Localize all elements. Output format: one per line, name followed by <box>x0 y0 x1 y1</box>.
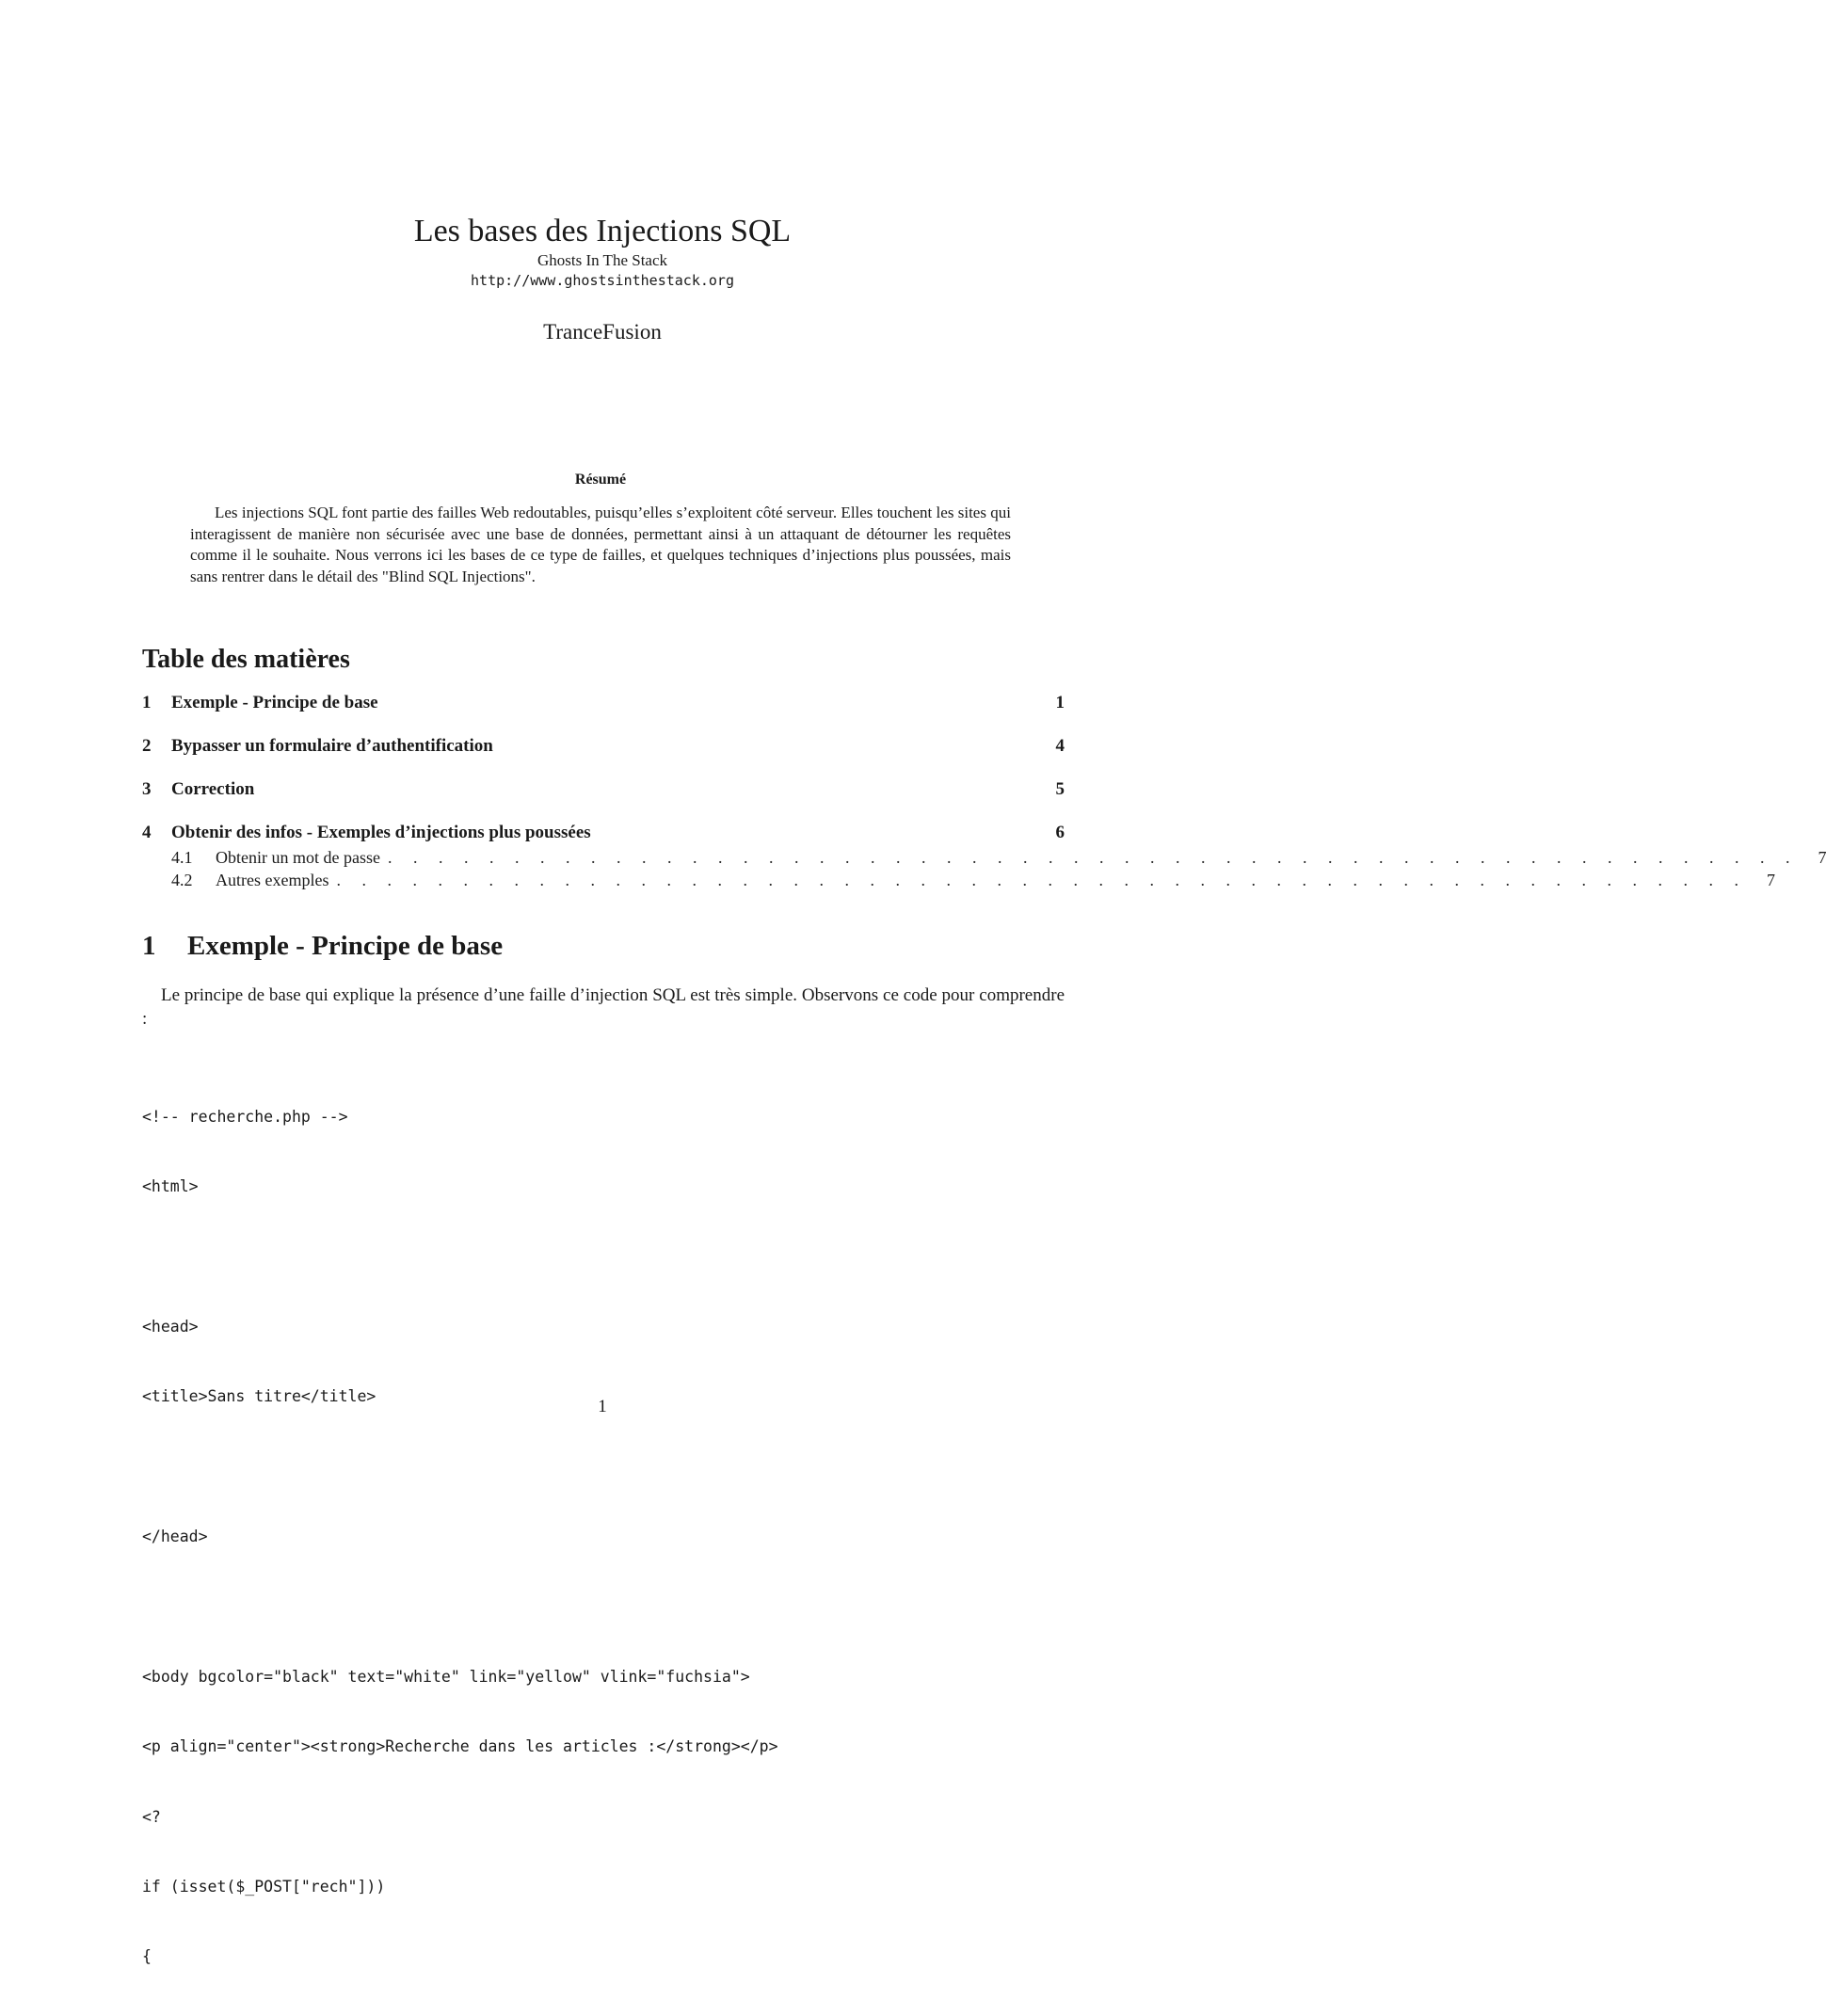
section-heading <box>142 929 1065 963</box>
table-of-contents <box>142 644 1826 891</box>
code-line <box>142 1245 1065 1269</box>
author-name: TranceFusion <box>543 320 662 344</box>
toc-entry-label: Obtenir des infos - Exemples d’injections plus poussées <box>171 823 591 842</box>
abstract <box>190 471 1011 587</box>
toc-entry-page: 6 <box>1055 823 1065 842</box>
code-line: <p align="center"><strong>Recherche dans les articles :</strong></p> <box>142 1737 778 1756</box>
toc-subentry-label: Autres exemples <box>216 871 329 889</box>
abstract-text: Les injections SQL font partie des failles Web redoutables, puisqu’elles s’exploitent côté serveur. Elles touchent les sites qui interagissent de manière non sécurisée avec une base de données, permettant ainsi à un attaquant de détourner les requêtes comme il le souhaite. Nous verrons ici les bases de ce type de failles, et quelques techniques d’injections plus poussées, mais sans rentrer dans le détail des "Blind SQL Injections". <box>190 504 1011 585</box>
section-title: Exemple - Principe de base <box>187 931 504 961</box>
toc-entry-number: 3 <box>142 779 152 799</box>
section-1 <box>142 929 1065 2016</box>
toc-entry-label: Correction <box>171 779 255 799</box>
toc-entry[interactable] <box>142 693 1065 713</box>
toc-heading: Table des matières <box>142 645 350 674</box>
toc-entry[interactable] <box>142 823 1065 843</box>
toc-subentry-label: Obtenir un mot de passe <box>216 848 380 867</box>
code-line: <title>Sans titre</title> <box>142 1387 376 1406</box>
toc-leader-dots: . . . . . . . . . . . . . . . . . . . . . . . . . . . . . . . . . . . . . . . . . . . . . . . . . . . . . . . . <box>336 871 1747 889</box>
code-line: </head> <box>142 1527 208 1545</box>
code-line: <body bgcolor="black" text="white" link="yellow" vlink="fuchsia"> <box>142 1667 750 1686</box>
document-title: Les bases des Injections SQL <box>413 214 792 248</box>
toc-entry-page: 4 <box>1055 736 1065 756</box>
toc-entry-number: 2 <box>142 736 152 756</box>
code-line: if (isset($_POST["rech"])) <box>142 1877 386 1896</box>
toc-subentry[interactable] <box>142 846 1826 869</box>
code-line: <head> <box>142 1317 199 1336</box>
toc-entry-label: Exemple - Principe de base <box>171 693 378 712</box>
toc-subentry-page: 7 <box>1766 871 1775 889</box>
toc-entry-page: 5 <box>1055 779 1065 799</box>
code-line <box>142 1456 1065 1480</box>
toc-entry[interactable] <box>142 736 1065 757</box>
section-number: 1 <box>142 931 156 961</box>
toc-subentry-page: 7 <box>1818 848 1826 867</box>
code-line: <!-- recherche.php --> <box>142 1107 348 1126</box>
page-number: 1 <box>598 1397 607 1416</box>
code-line: <html> <box>142 1176 199 1195</box>
toc-subentry-number: 4.2 <box>171 871 193 889</box>
code-line: { <box>142 1947 152 1966</box>
code-line <box>142 1595 1065 1619</box>
organization-name: Ghosts In The Stack <box>537 251 668 269</box>
toc-entry-number: 4 <box>142 823 152 842</box>
title-block <box>0 213 1205 345</box>
toc-entry[interactable] <box>142 779 1065 800</box>
code-listing <box>142 1059 1065 2016</box>
abstract-title: Résumé <box>574 472 627 488</box>
code-line: <? <box>142 1807 161 1826</box>
toc-entry-page: 1 <box>1055 693 1065 712</box>
toc-entry-number: 1 <box>142 693 152 712</box>
toc-entry-label: Bypasser un formulaire d’authentification <box>171 736 493 756</box>
toc-subentry[interactable] <box>142 869 1775 891</box>
organization-url[interactable]: http://www.ghostsinthestack.org <box>471 272 734 289</box>
toc-leader-dots: . . . . . . . . . . . . . . . . . . . . . . . . . . . . . . . . . . . . . . . . . . . . . . . . . . . . . . . . <box>387 848 1799 867</box>
toc-subentry-number: 4.1 <box>171 848 193 867</box>
section-paragraph: Le principe de base qui explique la présence d’une faille d’injection SQL est très simple. Observons ce code pour comprendre : <box>142 985 1065 1029</box>
